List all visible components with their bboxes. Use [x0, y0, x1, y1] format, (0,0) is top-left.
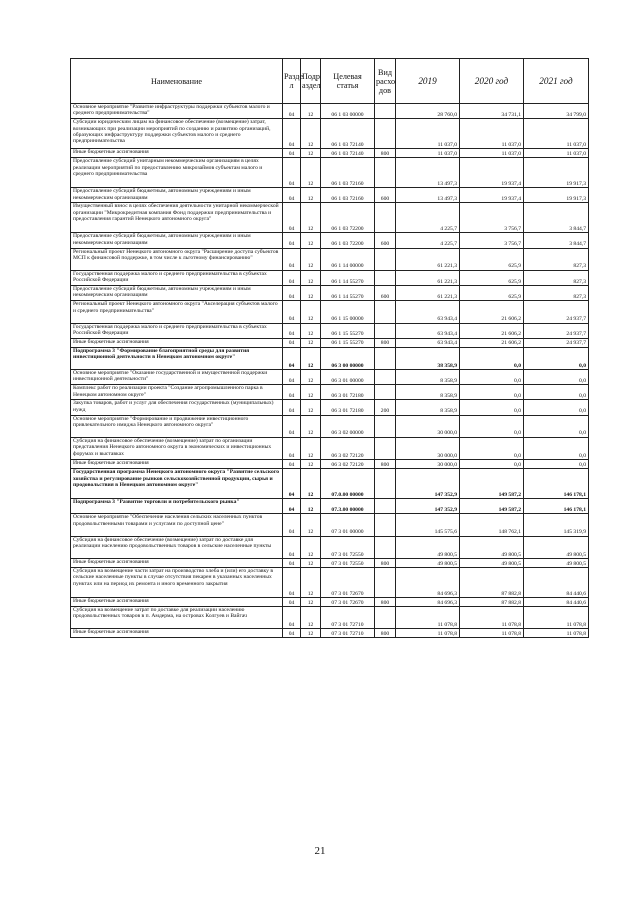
- table-row: [71, 347, 589, 369]
- cell-target: 06 1 03 72140: [321, 119, 375, 149]
- table-row: [71, 158, 589, 188]
- cell-razdel: 04: [283, 233, 301, 248]
- table-row: [71, 567, 589, 597]
- cell-2020: 0,0: [460, 347, 524, 369]
- cell-2020: 87 882,8: [460, 567, 524, 597]
- cell-podrazdel: 12: [301, 499, 321, 514]
- cell-2021: 827,3: [524, 286, 589, 301]
- cell-podrazdel: 12: [301, 597, 321, 606]
- cell-2021: 11 078,8: [524, 629, 589, 638]
- cell-2021: 3 844,7: [524, 203, 589, 233]
- table-row: [71, 104, 589, 119]
- cell-razdel: 04: [283, 323, 301, 338]
- cell-2019: 4 225,7: [396, 203, 460, 233]
- cell-podrazdel: 12: [301, 286, 321, 301]
- cell-target: 06 3 01 00000: [321, 370, 375, 385]
- cell-2019: 49 800,5: [396, 536, 460, 558]
- cell-target: 07 3 01 72710: [321, 606, 375, 628]
- cell-2020: 11 037,0: [460, 119, 524, 149]
- cell-razdel: 04: [283, 460, 301, 469]
- cell-2020: 34 731,1: [460, 104, 524, 119]
- cell-razdel: 04: [283, 385, 301, 400]
- cell-name: Иные бюджетные ассигнования: [71, 629, 283, 638]
- table-row: [71, 119, 589, 149]
- cell-target: 07 3 01 72550: [321, 558, 375, 567]
- table-row: [71, 323, 589, 338]
- cell-podrazdel: 12: [301, 415, 321, 437]
- cell-2021: 827,3: [524, 270, 589, 285]
- cell-name: Субсидия на возмещение части затрат на производство хлеба и (или) его доставку в сельские населенные пункты в случае отсутствия пекарен в указанных населенных пунктах или на период их ремонта и иного временного закрытия: [71, 567, 283, 597]
- cell-2021: 24 937,7: [524, 323, 589, 338]
- cell-2021: 24 937,7: [524, 301, 589, 323]
- cell-2019: 38 358,9: [396, 347, 460, 369]
- cell-2021: 84 440,6: [524, 597, 589, 606]
- cell-2021: 84 440,6: [524, 567, 589, 597]
- cell-target: 06 3 01 72180: [321, 385, 375, 400]
- cell-target: 06 3 00 00000: [321, 347, 375, 369]
- cell-2019: 13 497,3: [396, 158, 460, 188]
- table-row: [71, 188, 589, 203]
- table-row: [71, 469, 589, 499]
- cell-name: Иные бюджетные ассигнования: [71, 149, 283, 158]
- cell-2020: 149 587,2: [460, 499, 524, 514]
- cell-2019: 49 800,5: [396, 558, 460, 567]
- header-podrazdel: Подр аздел: [301, 59, 321, 104]
- cell-2020: 87 882,8: [460, 597, 524, 606]
- cell-2020: 21 606,2: [460, 338, 524, 347]
- cell-2019: 8 358,9: [396, 400, 460, 415]
- cell-name: Предоставление субсидий бюджетным, автономным учреждениям и иным некоммерческим организациям: [71, 188, 283, 203]
- cell-vid: [375, 203, 396, 233]
- cell-2019: 145 575,6: [396, 514, 460, 536]
- cell-target: 06 1 03 72200: [321, 233, 375, 248]
- cell-2019: 11 037,0: [396, 119, 460, 149]
- header-2019: 2019: [396, 59, 460, 104]
- cell-2020: 49 800,5: [460, 536, 524, 558]
- cell-2019: 8 358,9: [396, 385, 460, 400]
- cell-podrazdel: 12: [301, 567, 321, 597]
- cell-target: 07 3 01 72550: [321, 536, 375, 558]
- cell-2020: 19 937,4: [460, 188, 524, 203]
- table-row: [71, 597, 589, 606]
- cell-2020: 49 800,5: [460, 558, 524, 567]
- cell-2021: 3 844,7: [524, 233, 589, 248]
- cell-2021: 0,0: [524, 460, 589, 469]
- cell-name: Имущественный взнос в целях обеспечения деятельности унитарной некоммерческой организации "Микрокредитная компания Фонд поддержки предпринимательства и предоставления гарантий Ненецкого автономного округа": [71, 203, 283, 233]
- cell-podrazdel: 12: [301, 188, 321, 203]
- cell-name: Предоставление субсидий унитарным некоммерческим организациям в целях реализации мероприятий по предоставлению микрозаймов субъектам малого и среднего предпринимательства: [71, 158, 283, 188]
- cell-2021: 0,0: [524, 347, 589, 369]
- table-row: [71, 286, 589, 301]
- cell-razdel: 04: [283, 536, 301, 558]
- cell-name: Иные бюджетные ассигнования: [71, 558, 283, 567]
- cell-name: Подпрограмма 3 "Формирование благоприятной среды для развития инвестиционной деятельности в Ненецком автономном округе": [71, 347, 283, 369]
- cell-2021: 34 799,0: [524, 104, 589, 119]
- document-page: [70, 58, 588, 638]
- cell-vid: [375, 437, 396, 459]
- cell-name: Основное мероприятие "Развитие инфраструктуры поддержки субъектов малого и среднего предпринимательства": [71, 104, 283, 119]
- cell-vid: [375, 104, 396, 119]
- cell-podrazdel: 12: [301, 370, 321, 385]
- cell-vid: 800: [375, 460, 396, 469]
- cell-vid: [375, 347, 396, 369]
- cell-2019: 28 760,0: [396, 104, 460, 119]
- cell-2021: 11 078,8: [524, 606, 589, 628]
- cell-razdel: 04: [283, 469, 301, 499]
- table-row: [71, 270, 589, 285]
- cell-podrazdel: 12: [301, 385, 321, 400]
- cell-target: 06 1 03 00000: [321, 104, 375, 119]
- cell-target: 06 3 02 00000: [321, 415, 375, 437]
- cell-vid: [375, 370, 396, 385]
- cell-2021: 146 178,1: [524, 499, 589, 514]
- cell-target: 06 1 14 55270: [321, 270, 375, 285]
- cell-2020: 625,9: [460, 286, 524, 301]
- cell-2019: 63 943,4: [396, 323, 460, 338]
- cell-razdel: 04: [283, 597, 301, 606]
- cell-2020: 625,9: [460, 270, 524, 285]
- cell-vid: 200: [375, 400, 396, 415]
- cell-name: Государственная программа Ненецкого автономного округа "Развитие сельского хозяйства и регулирование рынков сельскохозяйственной продукции, сырья и продовольствия в Ненецком автономном округе": [71, 469, 283, 499]
- cell-podrazdel: 12: [301, 158, 321, 188]
- table-row: [71, 629, 589, 638]
- cell-2019: 63 943,4: [396, 338, 460, 347]
- table-row: [71, 149, 589, 158]
- cell-vid: 600: [375, 286, 396, 301]
- cell-target: 06 1 03 72160: [321, 158, 375, 188]
- cell-podrazdel: 12: [301, 400, 321, 415]
- cell-2020: 3 756,7: [460, 233, 524, 248]
- cell-vid: 600: [375, 233, 396, 248]
- cell-podrazdel: 12: [301, 536, 321, 558]
- table-row: [71, 400, 589, 415]
- cell-podrazdel: 12: [301, 119, 321, 149]
- cell-2021: 19 917,3: [524, 158, 589, 188]
- cell-podrazdel: 12: [301, 629, 321, 638]
- cell-2019: 84 696,3: [396, 567, 460, 597]
- cell-podrazdel: 12: [301, 149, 321, 158]
- cell-2019: 61 221,3: [396, 270, 460, 285]
- cell-razdel: 04: [283, 104, 301, 119]
- cell-2020: 21 606,2: [460, 323, 524, 338]
- cell-name: Субсидия на возмещение затрат по доставке для реализации населению продовольственных товаров в п. Амдерма, на островах Колгуев и Вайгач: [71, 606, 283, 628]
- cell-target: 06 1 14 55270: [321, 286, 375, 301]
- cell-podrazdel: 12: [301, 104, 321, 119]
- cell-2021: 827,3: [524, 248, 589, 270]
- cell-target: 07 3 01 72670: [321, 597, 375, 606]
- cell-target: 06 1 15 55270: [321, 323, 375, 338]
- table-row: [71, 536, 589, 558]
- table-row: [71, 370, 589, 385]
- cell-razdel: 04: [283, 270, 301, 285]
- cell-podrazdel: 12: [301, 460, 321, 469]
- cell-name: Субсидии юридическим лицам на финансовое обеспечение (возмещение) затрат, возникающих при реализации мероприятий по созданию и развитию организаций, образующих инфраструктуру поддержки субъектов малого и среднего предпринимательства: [71, 119, 283, 149]
- table-row: [71, 415, 589, 437]
- cell-2019: 11 078,8: [396, 606, 460, 628]
- cell-2021: 0,0: [524, 437, 589, 459]
- cell-2019: 61 221,3: [396, 286, 460, 301]
- cell-2019: 63 943,4: [396, 301, 460, 323]
- cell-2020: 0,0: [460, 370, 524, 385]
- cell-name: Государственная поддержка малого и среднего предпринимательства в субъектах Российской Федерации: [71, 270, 283, 285]
- header-2021: 2021 год: [524, 59, 589, 104]
- cell-podrazdel: 12: [301, 437, 321, 459]
- cell-2019: 30 000,0: [396, 460, 460, 469]
- cell-vid: 800: [375, 558, 396, 567]
- budget-table: [70, 58, 589, 638]
- table-row: [71, 606, 589, 628]
- cell-name: Комплекс работ по реализации проекта "Создание агропромышленного парка в Ненецком автономном округе": [71, 385, 283, 400]
- cell-razdel: 04: [283, 558, 301, 567]
- cell-razdel: 04: [283, 347, 301, 369]
- cell-2020: 19 937,4: [460, 158, 524, 188]
- cell-vid: 800: [375, 149, 396, 158]
- table-row: [71, 385, 589, 400]
- cell-vid: [375, 248, 396, 270]
- cell-target: 07 3 01 72670: [321, 567, 375, 597]
- cell-2021: 0,0: [524, 400, 589, 415]
- cell-2021: 19 917,3: [524, 188, 589, 203]
- cell-2021: 49 800,5: [524, 536, 589, 558]
- page-number: 21: [314, 845, 326, 857]
- cell-razdel: 04: [283, 203, 301, 233]
- cell-vid: [375, 536, 396, 558]
- cell-name: Закупка товаров, работ и услуг для обеспечения государственных (муниципальных) нужд: [71, 400, 283, 415]
- table-row: [71, 338, 589, 347]
- cell-podrazdel: 12: [301, 347, 321, 369]
- cell-2019: 8 358,9: [396, 370, 460, 385]
- cell-razdel: 04: [283, 567, 301, 597]
- cell-razdel: 04: [283, 415, 301, 437]
- cell-vid: [375, 270, 396, 285]
- cell-razdel: 04: [283, 338, 301, 347]
- cell-name: Иные бюджетные ассигнования: [71, 597, 283, 606]
- cell-name: Субсидия на финансовое обеспечение (возмещение) затрат по организации представления Ненецкого автономного округа в экономических и инвестиционных форумах и выставках: [71, 437, 283, 459]
- cell-razdel: 04: [283, 606, 301, 628]
- cell-vid: [375, 606, 396, 628]
- cell-target: 07 3 01 00000: [321, 514, 375, 536]
- cell-razdel: 04: [283, 188, 301, 203]
- cell-2020: 148 762,1: [460, 514, 524, 536]
- cell-razdel: 04: [283, 301, 301, 323]
- cell-name: Основное мероприятие "Оказание государственной и имущественной поддержки инвестиционной деятельности": [71, 370, 283, 385]
- cell-name: Предоставление субсидий бюджетным, автономным учреждениям и иным некоммерческим организациям: [71, 233, 283, 248]
- cell-2019: 61 221,3: [396, 248, 460, 270]
- cell-podrazdel: 12: [301, 338, 321, 347]
- header-name: Наименование: [71, 59, 283, 104]
- header-razdel: Разде л: [283, 59, 301, 104]
- cell-razdel: 04: [283, 499, 301, 514]
- header-target: Целевая статья: [321, 59, 375, 104]
- cell-2019: 11 037,0: [396, 149, 460, 158]
- cell-2019: 30 000,0: [396, 415, 460, 437]
- table-header-row: [71, 59, 589, 104]
- cell-vid: 600: [375, 188, 396, 203]
- cell-2019: 30 000,0: [396, 437, 460, 459]
- cell-name: Иные бюджетные ассигнования: [71, 338, 283, 347]
- cell-vid: [375, 499, 396, 514]
- cell-2021: 11 037,0: [524, 149, 589, 158]
- cell-vid: [375, 158, 396, 188]
- cell-vid: 800: [375, 597, 396, 606]
- cell-2019: 4 225,7: [396, 233, 460, 248]
- cell-podrazdel: 12: [301, 514, 321, 536]
- cell-2020: 0,0: [460, 400, 524, 415]
- cell-target: 06 1 03 72140: [321, 149, 375, 158]
- cell-2021: 0,0: [524, 370, 589, 385]
- cell-name: Основное мероприятие "Формирование и продвижение инвестиционного привлекательного имиджа Ненецкого автономного округа": [71, 415, 283, 437]
- table-row: [71, 437, 589, 459]
- cell-vid: [375, 301, 396, 323]
- table-row: [71, 558, 589, 567]
- cell-2021: 145 319,9: [524, 514, 589, 536]
- cell-target: 06 1 03 72160: [321, 188, 375, 203]
- cell-razdel: 04: [283, 370, 301, 385]
- cell-vid: [375, 415, 396, 437]
- cell-name: Субсидия на финансовое обеспечение (возмещение) затрат по доставке для реализации населению продовольственных товаров в сельские населенные пункты: [71, 536, 283, 558]
- cell-name: Региональный проект Ненецкого автономного округа "Акселерация субъектов малого и среднего предпринимательства": [71, 301, 283, 323]
- cell-razdel: 04: [283, 514, 301, 536]
- cell-2020: 11 078,8: [460, 629, 524, 638]
- cell-vid: [375, 469, 396, 499]
- cell-name: Региональный проект Ненецкого автономного округа "Расширение доступа субъектов МСП к финансовой поддержке, в том числе к льготному финансированию": [71, 248, 283, 270]
- cell-target: 07.3.00 00000: [321, 499, 375, 514]
- table-row: [71, 203, 589, 233]
- cell-podrazdel: 12: [301, 606, 321, 628]
- cell-2020: 11 078,8: [460, 606, 524, 628]
- cell-2020: 0,0: [460, 460, 524, 469]
- cell-target: 06 1 15 55270: [321, 338, 375, 347]
- cell-2019: 147 352,9: [396, 469, 460, 499]
- cell-vid: [375, 119, 396, 149]
- cell-target: 07 3 01 72710: [321, 629, 375, 638]
- cell-2021: 49 800,5: [524, 558, 589, 567]
- cell-razdel: 04: [283, 119, 301, 149]
- cell-2021: 24 937,7: [524, 338, 589, 347]
- cell-name: Основное мероприятие "Обеспечение населения сельских населенных пунктов продовольственными товарами и услугами по доступной цене": [71, 514, 283, 536]
- cell-razdel: 04: [283, 248, 301, 270]
- cell-razdel: 04: [283, 149, 301, 158]
- cell-target: 07.0.00 00000: [321, 469, 375, 499]
- cell-podrazdel: 12: [301, 203, 321, 233]
- cell-2020: 0,0: [460, 437, 524, 459]
- cell-razdel: 04: [283, 400, 301, 415]
- cell-2021: 0,0: [524, 385, 589, 400]
- cell-2020: 0,0: [460, 415, 524, 437]
- cell-name: Государственная поддержка малого и среднего предпринимательства в субъектах Российской Федерации: [71, 323, 283, 338]
- cell-name: Предоставление субсидий бюджетным, автономным учреждениям и иным некоммерческим организациям: [71, 286, 283, 301]
- cell-2020: 149 587,2: [460, 469, 524, 499]
- cell-razdel: 04: [283, 158, 301, 188]
- cell-2020: 3 756,7: [460, 203, 524, 233]
- cell-2020: 0,0: [460, 385, 524, 400]
- cell-target: 06 3 01 72180: [321, 400, 375, 415]
- cell-podrazdel: 12: [301, 323, 321, 338]
- cell-podrazdel: 12: [301, 248, 321, 270]
- table-body: [71, 104, 589, 638]
- cell-vid: [375, 567, 396, 597]
- cell-2021: 146 178,1: [524, 469, 589, 499]
- table-row: [71, 301, 589, 323]
- header-vid: Вид расхо дов: [375, 59, 396, 104]
- cell-razdel: 04: [283, 629, 301, 638]
- cell-podrazdel: 12: [301, 233, 321, 248]
- table-row: [71, 248, 589, 270]
- cell-target: 06 1 15 00000: [321, 301, 375, 323]
- cell-2019: 13 497,3: [396, 188, 460, 203]
- cell-target: 06 3 02 72120: [321, 437, 375, 459]
- cell-podrazdel: 12: [301, 301, 321, 323]
- cell-podrazdel: 12: [301, 469, 321, 499]
- cell-2021: 11 037,0: [524, 119, 589, 149]
- cell-2019: 147 352,9: [396, 499, 460, 514]
- cell-vid: 800: [375, 338, 396, 347]
- cell-podrazdel: 12: [301, 558, 321, 567]
- cell-target: 06 3 02 72120: [321, 460, 375, 469]
- cell-2019: 11 078,8: [396, 629, 460, 638]
- cell-2020: 21 606,2: [460, 301, 524, 323]
- cell-target: 06 1 03 72200: [321, 203, 375, 233]
- cell-vid: [375, 323, 396, 338]
- cell-2019: 84 696,3: [396, 597, 460, 606]
- header-2020: 2020 год: [460, 59, 524, 104]
- cell-name: Подпрограмма 3 "Развитие торговли и потребительского рынка": [71, 499, 283, 514]
- cell-vid: [375, 514, 396, 536]
- table-row: [71, 233, 589, 248]
- table-row: [71, 460, 589, 469]
- table-row: [71, 514, 589, 536]
- cell-name: Иные бюджетные ассигнования: [71, 460, 283, 469]
- cell-vid: [375, 385, 396, 400]
- cell-2020: 625,9: [460, 248, 524, 270]
- table-row: [71, 499, 589, 514]
- cell-2021: 0,0: [524, 415, 589, 437]
- cell-vid: 800: [375, 629, 396, 638]
- cell-target: 06 1 14 00000: [321, 248, 375, 270]
- cell-razdel: 04: [283, 286, 301, 301]
- cell-podrazdel: 12: [301, 270, 321, 285]
- cell-razdel: 04: [283, 437, 301, 459]
- cell-2020: 11 037,0: [460, 149, 524, 158]
